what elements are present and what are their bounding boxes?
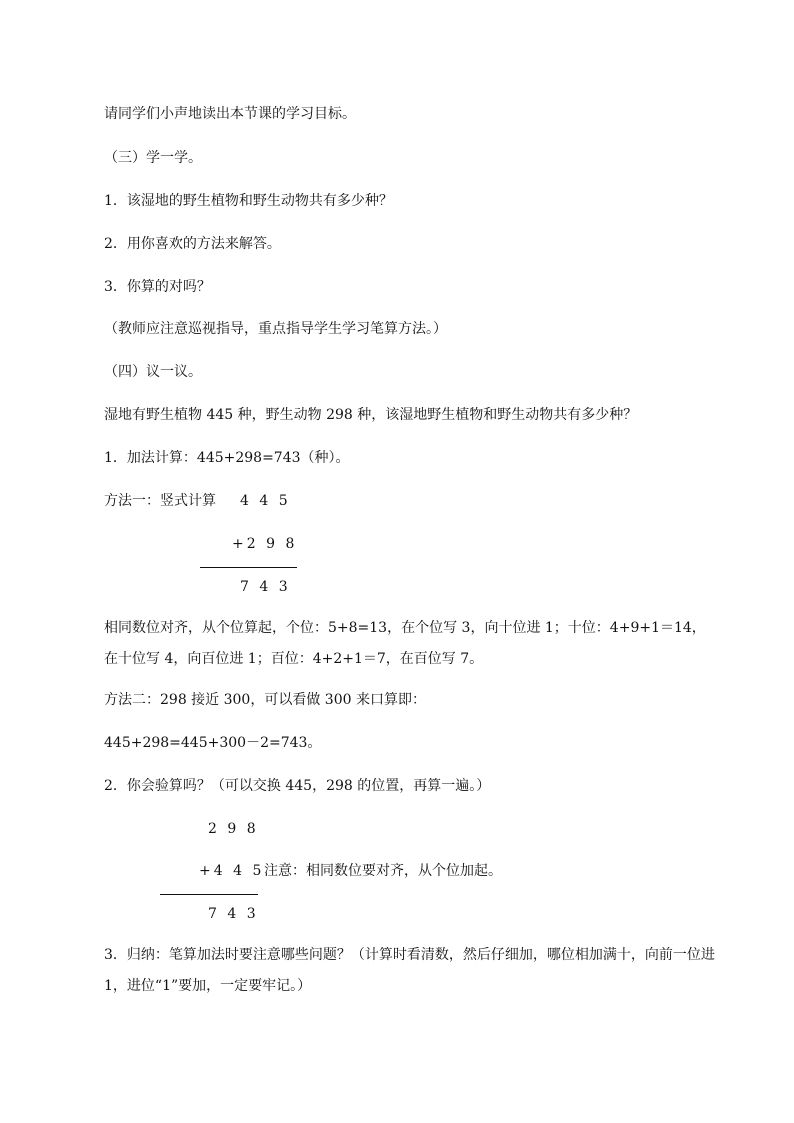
vertical-2-addend: +4 4 5: [199, 863, 265, 879]
verification-question: 2．你会验算吗？（可以交换 445，298 的位置，再算一遍。）: [104, 778, 491, 794]
vertical-1-top-number: 4 4 5: [240, 493, 291, 509]
section-heading-discuss: （四）议一议。: [104, 364, 202, 380]
vertical-2-result: 7 4 3: [208, 906, 259, 922]
vertical-1-result: 7 4 3: [240, 579, 291, 595]
method-two-label: 方法二：298 接近 300，可以看做 300 来口算即：: [104, 692, 426, 708]
vertical-2-sum-line: [160, 894, 258, 895]
addition-calculation: 1．加法计算：445+298=743（种）。: [104, 450, 350, 466]
carry-explanation-paragraph: 相同数位对齐，从个位算起，个位：5+8=13，在个位写 3，向十位进 1；十位：4+9+1＝14，在十位写 4，向百位进 1；百位：4+2+1＝7，在百位写 7。: [104, 620, 706, 667]
vertical-2-top-number: 2 9 8: [208, 821, 259, 837]
problem-statement: 湿地有野生植物 445 种，野生动物 298 种，该湿地野生植物和野生动物共有多少种？: [104, 407, 638, 423]
method-one-label: 方法一：竖式计算: [104, 493, 216, 509]
mental-calculation: 445+298=445+300－2=743。: [104, 735, 322, 751]
vertical-1-addend: +2 9 8: [232, 536, 298, 552]
teacher-note: （教师应注意巡视指导，重点指导学生学习笔算方法。）: [104, 321, 447, 337]
question-1: 1．该湿地的野生植物和野生动物共有多少种？: [104, 193, 393, 209]
question-3: 3．你算的对吗？: [104, 279, 211, 295]
alignment-note: 注意：相同数位要对齐，从个位加起。: [264, 863, 502, 879]
section-heading-learn: （三）学一学。: [104, 150, 202, 166]
vertical-1-sum-line: [200, 567, 297, 568]
line-learning-goals: 请同学们小声地读出本节课的学习目标。: [104, 106, 356, 122]
question-2: 2．用你喜欢的方法来解答。: [104, 236, 281, 252]
summary-paragraph: 3．归纳：笔算加法时要注意哪些问题？（计算时看清数，然后仔细加，哪位相加满十，向前一位进 1，进位“1”要加，一定要牢记。）: [104, 947, 715, 994]
